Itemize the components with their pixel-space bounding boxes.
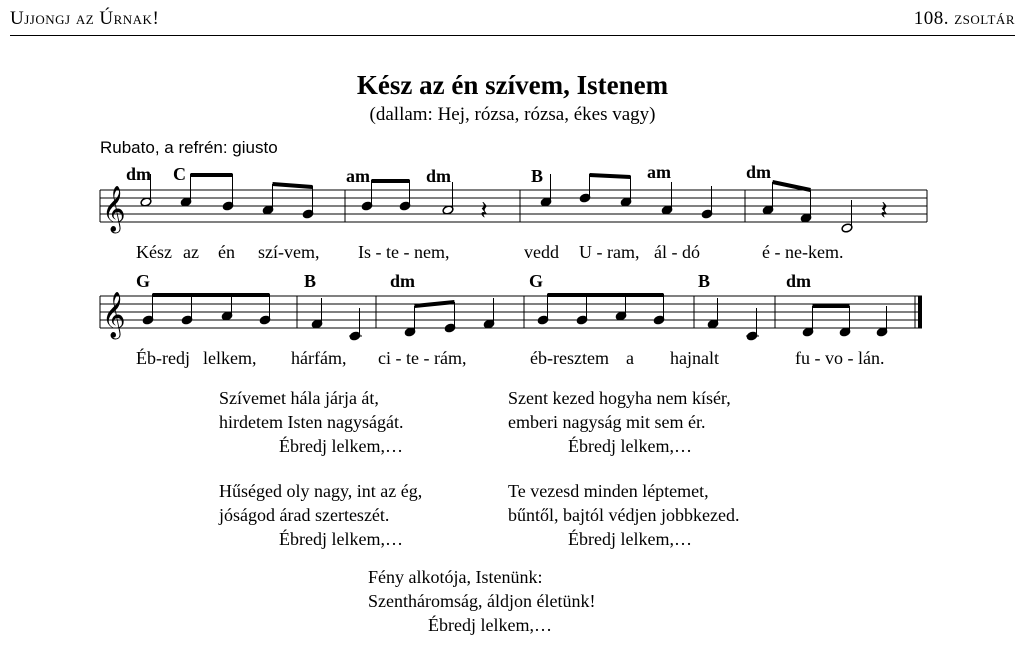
stanza	[219, 479, 422, 551]
lyric-syllable: éb-resztem	[530, 348, 609, 368]
lyric-syllable: hárfám,	[291, 348, 347, 368]
chord-symbol: dm	[126, 164, 152, 184]
stanza-line: Szent kezed hogyha nem kísér,	[508, 388, 731, 408]
lyric-syllable: hajnalt	[670, 348, 719, 368]
stanza-line: Szívemet hála járja át,	[219, 388, 379, 408]
stanza-line: Hűséged oly nagy, int az ég,	[219, 481, 423, 501]
chord-symbol: am	[647, 162, 671, 182]
treble-clef-icon: 𝄞	[102, 186, 126, 232]
lyric-syllable: szí-vem,	[258, 242, 320, 262]
chord-symbol: dm	[746, 162, 772, 182]
song-subtitle: (dallam: Hej, rózsa, rózsa, ékes vagy)	[369, 104, 656, 125]
lyric-syllable: Éb-redj	[136, 348, 190, 368]
chord-symbol: dm	[786, 271, 812, 291]
stanza-refrain: Ébredj lelkem,…	[568, 529, 692, 549]
tempo-marking: Rubato, a refrén: giusto	[100, 138, 278, 157]
stanza-line: Szentháromság, áldjon életünk!	[368, 591, 596, 611]
stanza	[508, 386, 731, 458]
lyric-syllable: é - ne-kem.	[762, 242, 844, 262]
treble-clef-icon: 𝄞	[102, 292, 126, 338]
lyric-syllable: fu - vo - lán.	[795, 348, 885, 368]
running-header-right: 108. zsoltár	[913, 8, 1015, 29]
stanza-line: bűntől, bajtól védjen jobbkezed.	[508, 505, 740, 525]
lyric-syllable: vedd	[524, 242, 559, 262]
final-barline	[918, 296, 922, 328]
lyric-syllable: az	[183, 242, 199, 262]
stanza-line: Te vezesd minden léptemet,	[508, 481, 709, 501]
lyric-syllable: Is - te - nem,	[358, 242, 450, 262]
system-2-notes	[142, 294, 888, 341]
chord-symbol: dm	[390, 271, 416, 291]
stanza-line: jóságod árad szerteszét.	[219, 505, 390, 525]
system-1-notes	[140, 174, 853, 233]
chord-symbol: C	[173, 164, 186, 184]
stanza-refrain: Ébredj lelkem,…	[568, 436, 692, 456]
stanza-line: Fény alkotója, Istenünk:	[368, 567, 543, 587]
chord-symbol: dm	[426, 166, 452, 186]
quarter-rest-icon: 𝄽	[880, 196, 888, 226]
lyric-syllable: a	[626, 348, 634, 368]
lyric-syllable: U - ram,	[579, 242, 640, 262]
stanza	[368, 565, 595, 637]
chord-symbol: G	[529, 271, 544, 291]
stanza-line: emberi nagyság mit sem ér.	[508, 412, 706, 432]
stanza-refrain: Ébredj lelkem,…	[279, 529, 403, 549]
chord-symbol: G	[136, 271, 151, 291]
chord-symbol: B	[698, 271, 711, 291]
running-header-left: Ujjongj az Úrnak!	[10, 8, 160, 29]
stanza-line: hirdetem Isten nagyságát.	[219, 412, 404, 432]
stanza-refrain: Ébredj lelkem,…	[279, 436, 403, 456]
stanza-refrain: Ébredj lelkem,…	[428, 615, 552, 635]
chord-symbol: am	[346, 166, 370, 186]
lyric-syllable: ci - te - rám,	[378, 348, 467, 368]
lyric-syllable: Kész	[136, 242, 172, 262]
staff-2	[100, 296, 922, 328]
chord-symbol: B	[304, 271, 317, 291]
chord-symbol: B	[531, 166, 544, 186]
stanza	[508, 479, 739, 551]
quarter-rest-icon: 𝄽	[480, 196, 488, 226]
lyric-syllable: lelkem,	[203, 348, 257, 368]
stanza	[219, 386, 403, 458]
lyric-syllable: én	[218, 242, 235, 262]
lyric-syllable: ál - dó	[654, 242, 700, 262]
song-title: Kész az én szívem, Istenem	[356, 70, 669, 100]
